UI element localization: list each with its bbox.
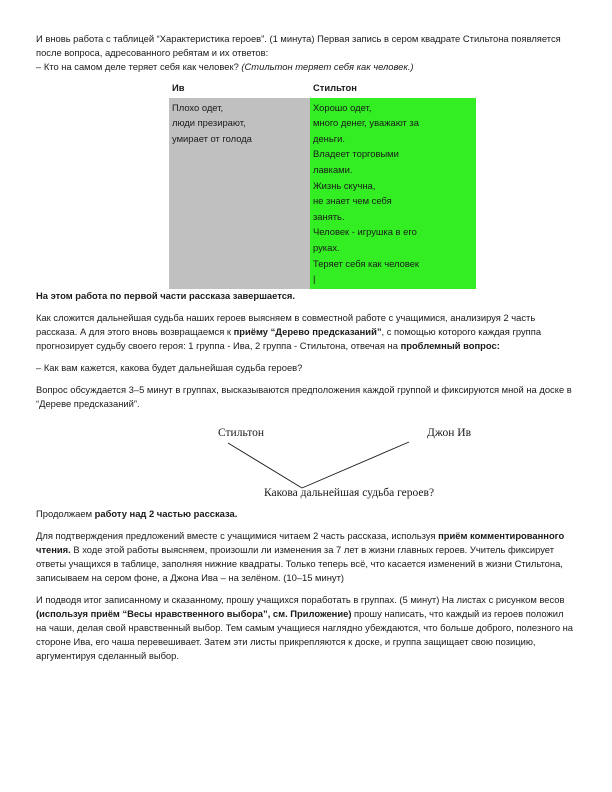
paragraph-reading — [36, 529, 576, 585]
bold-span: приём комментированного чтения. — [36, 529, 565, 555]
intro-text: И вновь работа с таблицей “Характеристика героев”. (1 минута) Первая запись в сером квадрате Стильтона появляется после вопроса, адресованного ребятам и их ответов: — [36, 33, 561, 58]
document-page — [36, 32, 576, 671]
text-span: прошу написать, что каждый из героев положил на чаши, делая свой нравственный выбор. Тем самым учащиеся наглядно убеждаются, что больше доброго, полезного на стороне Ива, его чаша перевешивает. Затем эти листы прикрепляются к доске, и группа защищает свою позицию, аргументируя сделанный выбор. — [36, 607, 574, 661]
paragraph-prediction — [36, 311, 576, 353]
stilton-line: много денег, уважают за — [313, 117, 419, 129]
text-span: Как сложится дальнейшая судьба наших героев выясняем в совместной работе с учащимися, анализируя 2 часть рассказа. А для этого вновь возвращаемся к — [36, 311, 536, 337]
text-span: И подводя итог записанному и сказанному, прошу учащихся поработать в группах. (5 минут) На листах с рисунком весов — [36, 593, 565, 605]
stilton-line: Хорошо одет, — [313, 101, 372, 113]
bold-span: приёму “Дерево предсказаний” — [233, 325, 382, 337]
bold-span: (используя приём “Весы нравственного выбора”, см. Приложение) — [36, 607, 352, 619]
bold-span: проблемный вопрос: — [400, 339, 500, 351]
stilton-line: деньги. — [313, 132, 346, 144]
iv-line: люди презирают, — [172, 117, 246, 129]
stilton-line: занять. — [313, 210, 345, 222]
table-header-row — [169, 78, 476, 98]
header-iv: Ив — [172, 82, 185, 93]
iv-cell — [169, 98, 310, 289]
bold-span: работу над 2 частью рассказа. — [94, 507, 238, 519]
iv-line: Плохо одет, — [172, 101, 224, 113]
text-span: , с помощью которого каждая группа прогнозирует судьбу своего героя: 1 группа - Ива, 2 группа - Стильтона, отвечая на — [36, 325, 542, 351]
text-span: Вопрос обсуждается 3–5 минут в группах, высказываются предположения каждой группой и фиксируются мной на доске в “Дереве предсказаний”. — [36, 383, 572, 409]
text-span: В ходе этой работы выясняем, произошли ли изменения за 7 лет в жизни главных героев. Учитель фиксирует ответы учащихся в таблице, заполняя нижние квадраты. Только теперь всё, что касается изменений в жизни Стильтона, записываем на сером фоне, а Джона Ива – на зелёном. (10–15 минут) — [36, 543, 563, 583]
stilton-line: не знает чем себя — [313, 195, 392, 207]
stilton-line: Владеет торговыми — [313, 148, 399, 160]
text-span: Продолжаем — [36, 507, 95, 519]
end-first-part — [36, 289, 576, 303]
intro-paragraph — [36, 32, 576, 60]
question-fate — [36, 361, 576, 375]
header-stilton: Стильтон — [313, 82, 357, 93]
stilton-cell — [310, 98, 476, 289]
paragraph-scales — [36, 593, 576, 663]
question-text: – Как вам кажется, какова будет дальнейшая судьба героев? — [36, 361, 303, 373]
table-row — [169, 98, 476, 289]
text-span: Для подтверждения предложений вместе с учащимися читаем 2 часть рассказа, используя — [36, 529, 439, 541]
end-first-text: На этом работа по первой части рассказа завершается. — [36, 289, 295, 301]
stilton-line: руках. — [313, 241, 340, 253]
question-text: – Кто на самом деле теряет себя как человек? — [36, 61, 239, 72]
answer-text: (Стильтон теряет себя как человек.) — [241, 61, 414, 72]
left-branch-line — [228, 443, 302, 488]
label-fate-question: Какова дальнейшая судьба героев? — [264, 486, 435, 499]
paragraph-discussion — [36, 383, 576, 411]
stilton-line: Человек - игрушка в его — [313, 226, 417, 238]
label-john-iv: Джон Ив — [427, 426, 472, 439]
stilton-line: лавками. — [313, 163, 353, 175]
prediction-tree-diagram — [36, 411, 576, 501]
stilton-line: Теряет себя как человек — [313, 257, 420, 269]
right-branch-line — [302, 442, 409, 488]
paragraph-continue — [36, 507, 576, 521]
stilton-line: Жизнь скучна, — [313, 179, 376, 191]
intro-question — [36, 60, 576, 74]
label-stilton: Стильтон — [218, 426, 265, 439]
text-cursor: | — [313, 273, 316, 285]
iv-line: умирает от голода — [172, 132, 252, 144]
heroes-table — [169, 78, 476, 289]
